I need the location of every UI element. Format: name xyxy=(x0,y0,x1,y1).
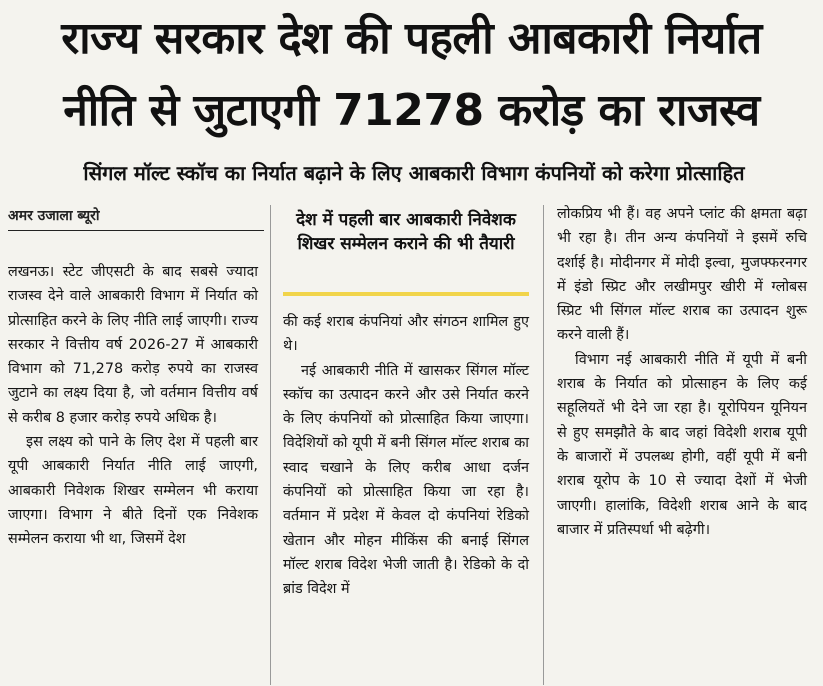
column3-paragraph-1: लोकप्रिय भी हैं। वह अपने प्लांट की क्षमता बढ़ा भी रहा है। तीन अन्य कंपनियों ने इसमें रुचि दर्शाई है। मोदीनगर में मोदी इल्वा, मुजफ्फरनगर में इंडो स्प्रिट और लखीमपुर खीरी में ग्लोबस स्प्रिट भी सिंगल मॉल्ट शराब का उत्पादन शुरू करने वाली हैं। xyxy=(557,206,807,344)
sidebar-highlight-underline xyxy=(283,292,529,296)
headline-line-1: राज्य सरकार देश की पहली आबकारी निर्यात xyxy=(61,13,762,64)
article-column-2 xyxy=(283,310,529,602)
column-divider-1 xyxy=(270,205,271,685)
column1-paragraph-2: इस लक्ष्य को पाने के लिए देश में पहली बार यूपी आबकारी निर्यात नीति लाई जाएगी, आबकारी निवेशक शिखर सम्मेलन भी कराया जाएगा। विभाग ने बीते दिनों एक निवेशक सम्मेलन कराया भी था, जिसमें देश xyxy=(8,434,258,548)
column2-paragraph-2: नई आबकारी नीति में खासकर सिंगल मॉल्ट स्कॉच का उत्पादन करने और उसे निर्यात करने के लिए कंपनियों को प्रोत्साहित किया जाएगा। विदेशियों को यूपी में बनी सिंगल मॉल्ट शराब का स्वाद चखाने के लिए करीब आधा दर्जन कंपनियों को प्रोत्साहित किया जा रहा है। वर्तमान में प्रदेश में केवल दो कंपनियां रेडिको खेतान और मोहन मीकिंस की बनाई सिंगल मॉल्ट शराब विदेश भेजी जाती है। रेडिको के दो ब्रांड विदेश में xyxy=(283,362,529,598)
article-column-1 xyxy=(8,260,258,552)
byline: अमर उजाला ब्यूरो xyxy=(8,208,100,224)
column1-paragraph-1: लखनऊ। स्टेट जीएसटी के बाद सबसे ज्यादा राजस्व देने वाले आबकारी विभाग में निर्यात को प्रोत्साहित करने के लिए नीति लाई जाएगी। राज्य सरकार ने वित्तीय वर्ष 2026-27 में आबकारी विभाग को 71,278 करोड़ रुपये का राजस्व जुटाने का लक्ष्य दिया है, जो वर्तमान वित्तीय वर्ष से करीब 8 हजार करोड़ रुपये अधिक है। xyxy=(8,264,258,426)
headline-line-2: नीति से जुटाएगी 71278 करोड़ का राजस्व xyxy=(63,85,760,136)
subheadline: सिंगल मॉल्ट स्कॉच का निर्यात बढ़ाने के लिए आबकारी विभाग कंपनियों को करेगा प्रोत्साहित xyxy=(83,161,745,185)
byline-underline xyxy=(8,230,264,231)
column3-paragraph-2: विभाग नई आबकारी नीति में यूपी में बनी शराब के निर्यात को प्रोत्साहन के लिए कई सहूलियतें भी देने जा रहा है। यूरोपियन यूनियन से हुए समझौते के बाद जहां विदेशी शराब यूपी के बाजारों में उपलब्ध होगी, वहीं यूपी में बनी शराब यूरोप के 10 से ज्यादा देशों में भेजी जाएगी। हालांकि, विदेशी शराब आने के बाद बाजार में प्रतिस्पर्धा भी बढ़ेगी। xyxy=(557,351,807,538)
column-divider-2 xyxy=(543,205,544,685)
column2-paragraph-1: की कई शराब कंपनियां और संगठन शामिल हुए थे। xyxy=(283,314,529,355)
article-column-3 xyxy=(557,202,807,542)
sidebar-highlight: देश में पहली बार आबकारी निवेशक शिखर सम्मेलन कराने की भी तैयारी xyxy=(296,210,516,254)
